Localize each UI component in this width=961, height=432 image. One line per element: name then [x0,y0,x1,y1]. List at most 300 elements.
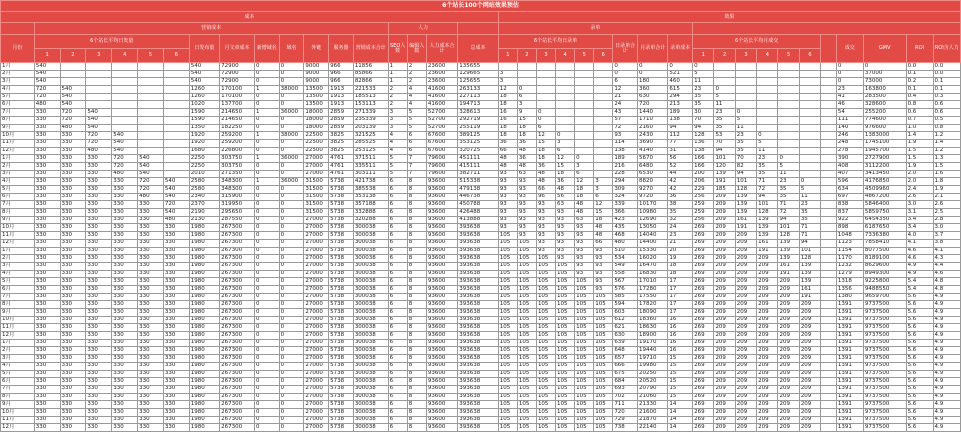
table-cell[interactable]: 0 [836,78,863,86]
table-cell[interactable]: 0 [279,347,304,355]
table-cell[interactable]: 269 [693,347,714,355]
table-cell[interactable]: 330 [163,408,189,416]
table-cell[interactable]: 31500 [304,178,329,186]
table-cell[interactable]: 267300 [220,370,255,378]
table-cell[interactable]: 330 [86,155,112,163]
table-cell[interactable]: 93 [556,255,575,263]
cell-month[interactable]: 6月 [1,285,35,293]
table-cell[interactable]: 105 [517,316,536,324]
table-cell[interactable]: 330 [86,416,112,424]
table-cell[interactable] [757,116,778,124]
table-cell[interactable]: 105 [498,362,517,370]
table-cell[interactable]: 1980 [189,239,219,247]
cell-month[interactable]: 11月 [1,232,35,240]
table-cell[interactable]: 451111 [458,155,498,163]
table-cell[interactable]: 0.0 [906,63,933,71]
cell-month[interactable]: 9月 [1,124,35,132]
table-cell[interactable]: 300038 [353,401,388,409]
table-cell[interactable]: 8 [407,209,426,217]
table-cell[interactable]: 4.9 [933,416,960,424]
table-cell[interactable]: 5738 [329,278,354,286]
table-cell[interactable]: 1391 [836,362,863,370]
table-cell[interactable]: 4.9 [933,355,960,363]
table-cell[interactable]: 0 [279,232,304,240]
table-cell[interactable]: 330 [112,293,138,301]
table-cell[interactable]: 8077500 [863,247,906,255]
table-cell[interactable]: 93600 [426,324,457,332]
table-cell[interactable]: 1260 [189,86,219,94]
table-cell[interactable]: 139 [799,278,820,286]
table-cell[interactable]: 105 [594,393,613,401]
table-cell[interactable]: 294 [613,178,638,186]
table-cell[interactable]: 7 [407,162,426,170]
table-cell[interactable]: 1391 [836,393,863,401]
table-cell[interactable]: 0.2 [906,78,933,86]
table-cell[interactable]: 5.6 [906,393,933,401]
table-cell[interactable]: 8 [407,362,426,370]
table-cell[interactable]: 267300 [220,385,255,393]
table-cell[interactable]: 450788 [458,201,498,209]
table-cell[interactable]: 0 [254,139,279,147]
table-cell[interactable]: 209 [735,332,756,340]
table-cell[interactable]: 1279 [836,270,863,278]
table-cell[interactable]: 267300 [220,309,255,317]
table-cell[interactable]: 300038 [353,339,388,347]
table-cell[interactable]: 18000 [304,124,329,132]
table-cell[interactable]: 6 [594,193,613,201]
table-cell[interactable]: 675 [613,370,638,378]
table-cell[interactable] [778,139,799,147]
table-cell[interactable]: 330 [34,401,60,409]
table-cell[interactable]: 6 [388,247,407,255]
table-cell[interactable]: 182250 [220,124,255,132]
table-cell[interactable]: 283500 [863,93,906,101]
table-cell[interactable]: 0 [279,63,304,71]
table-cell[interactable]: 0 [668,63,693,71]
table-cell[interactable]: 1980 [189,301,219,309]
cell-month[interactable]: 10月 [1,224,35,232]
table-cell[interactable]: 3825 [329,139,354,147]
table-cell[interactable]: 4.9 [933,316,960,324]
table-cell[interactable]: 191 [799,293,820,301]
table-cell[interactable]: 41600 [426,86,457,94]
table-cell[interactable]: 105 [556,270,575,278]
table-cell[interactable]: 105 [517,355,536,363]
table-cell[interactable]: 93 [517,232,536,240]
table-cell[interactable] [799,139,820,147]
table-cell[interactable]: 300038 [353,293,388,301]
cell-month[interactable]: 8月 [1,116,35,124]
table-cell[interactable] [498,63,517,71]
table-cell[interactable]: 209 [757,278,778,286]
table-cell[interactable]: 540 [60,93,86,101]
table-cell[interactable]: 0 [536,116,555,124]
table-cell[interactable]: 9225800 [863,278,906,286]
table-cell[interactable]: 93 [575,232,594,240]
table-cell[interactable]: 105 [575,301,594,309]
table-cell[interactable]: 6 [556,147,575,155]
table-cell[interactable]: 0 [517,86,536,94]
table-cell[interactable]: 9737500 [863,408,906,416]
table-cell[interactable]: 300038 [353,309,388,317]
table-cell[interactable]: 48 [575,201,594,209]
table-cell[interactable]: 93 [594,270,613,278]
table-cell[interactable]: 837 [836,209,863,217]
table-cell[interactable]: 330 [60,147,86,155]
table-cell[interactable]: 35 [714,116,735,124]
table-cell[interactable]: 330 [34,255,60,263]
table-cell[interactable] [757,124,778,132]
table-cell[interactable]: 330 [34,247,60,255]
table-cell[interactable]: 3.4 [906,216,933,224]
table-cell[interactable]: 330 [86,370,112,378]
table-cell[interactable]: 209 [757,424,778,432]
table-cell[interactable]: 300038 [353,332,388,340]
table-cell[interactable]: 0.1 [906,70,933,78]
table-cell[interactable]: 6 [388,262,407,270]
table-cell[interactable]: 330 [86,209,112,217]
table-cell[interactable]: 18 [575,186,594,194]
table-cell[interactable]: 105 [498,416,517,424]
table-cell[interactable]: 93600 [426,408,457,416]
table-cell[interactable]: 3 [594,178,613,186]
table-cell[interactable]: 4.9 [933,385,960,393]
table-cell[interactable]: 15 [556,162,575,170]
table-cell[interactable]: 393638 [458,424,498,432]
table-cell[interactable]: 0 [254,239,279,247]
table-cell[interactable]: 267300 [220,408,255,416]
table-cell[interactable]: 9270 [638,186,668,194]
table-cell[interactable]: 9000 [304,78,329,86]
table-cell[interactable]: 0 [279,101,304,109]
table-cell[interactable]: 180 [638,78,668,86]
table-cell[interactable] [821,339,837,347]
table-cell[interactable]: 139 [735,201,756,209]
cell-month[interactable]: 7月 [1,109,35,117]
table-cell[interactable]: 18 [575,193,594,201]
table-cell[interactable]: 1391 [836,355,863,363]
table-cell[interactable]: 6 [388,424,407,432]
table-cell[interactable]: 330 [163,355,189,363]
table-cell[interactable]: 330 [138,285,164,293]
table-cell[interactable]: 209 [757,339,778,347]
table-cell[interactable]: 209 [778,324,799,332]
table-cell[interactable]: 14 [668,424,693,432]
table-cell[interactable]: 209 [714,416,735,424]
table-cell[interactable]: 339 [613,201,638,209]
table-cell[interactable]: 11 [778,170,799,178]
table-cell[interactable]: 5738 [329,362,354,370]
table-cell[interactable]: 330 [60,355,86,363]
table-cell[interactable]: 6 [517,93,536,101]
table-cell[interactable]: 5738 [329,301,354,309]
table-cell[interactable]: 324 [613,193,638,201]
table-cell[interactable]: 93 [594,255,613,263]
table-cell[interactable]: 9000 [304,63,329,71]
table-cell[interactable]: 4.9 [933,408,960,416]
table-cell[interactable]: 1913 [329,93,354,101]
cell-month[interactable]: 3月 [1,262,35,270]
table-cell[interactable]: 93 [575,262,594,270]
table-cell[interactable]: 4.9 [933,301,960,309]
table-cell[interactable]: 3.4 [906,224,933,232]
table-cell[interactable]: 18 [517,124,536,132]
table-cell[interactable]: 93 [517,216,536,224]
table-cell[interactable]: 330 [163,332,189,340]
table-cell[interactable]: 18 [668,262,693,270]
table-cell[interactable]: 27000 [304,224,329,232]
table-cell[interactable]: 330 [112,247,138,255]
table-cell[interactable]: 330 [112,393,138,401]
table-cell[interactable]: 105 [575,385,594,393]
table-cell[interactable] [163,78,189,86]
table-cell[interactable]: 330 [60,255,86,263]
table-cell[interactable]: 19 [668,255,693,263]
table-cell[interactable] [735,101,756,109]
table-cell[interactable]: 209 [735,362,756,370]
table-cell[interactable]: 630 [613,332,638,340]
table-cell[interactable] [821,201,837,209]
table-cell[interactable]: 0 [279,78,304,86]
table-cell[interactable]: 1980 [189,424,219,432]
cell-month[interactable]: 1月 [1,63,35,71]
table-cell[interactable]: 1391 [836,324,863,332]
table-cell[interactable]: 0 [254,355,279,363]
table-cell[interactable]: 209 [778,408,799,416]
table-cell[interactable]: 41600 [426,101,457,109]
table-cell[interactable]: 1590 [189,116,219,124]
table-cell[interactable]: 227113 [458,93,498,101]
table-cell[interactable]: 15330 [638,247,668,255]
table-cell[interactable]: 330 [60,339,86,347]
table-cell[interactable]: 3112200 [863,162,906,170]
table-cell[interactable]: 0 [254,332,279,340]
table-cell[interactable]: 93600 [426,232,457,240]
table-cell[interactable]: 209 [799,378,820,386]
table-cell[interactable] [536,78,555,86]
table-cell[interactable]: 1154 [836,247,863,255]
cell-month[interactable]: 12月 [1,239,35,247]
table-cell[interactable]: 0 [279,201,304,209]
table-cell[interactable] [163,109,189,117]
table-cell[interactable] [594,155,613,163]
table-cell[interactable]: 0 [254,416,279,424]
table-cell[interactable]: 330 [60,201,86,209]
table-cell[interactable]: 166 [693,162,714,170]
table-cell[interactable]: 390 [836,155,863,163]
table-cell[interactable]: 0 [279,193,304,201]
table-cell[interactable] [138,93,164,101]
table-cell[interactable]: 105 [517,247,536,255]
table-cell[interactable]: 3 [498,78,517,86]
table-cell[interactable]: 105 [594,370,613,378]
table-cell[interactable]: 1.3 [933,155,960,163]
table-cell[interactable]: 105 [575,416,594,424]
table-cell[interactable]: 35 [735,139,756,147]
table-cell[interactable] [821,162,837,170]
table-cell[interactable]: 393638 [458,378,498,386]
table-cell[interactable]: 93 [556,232,575,240]
table-cell[interactable]: 0 [254,193,279,201]
table-cell[interactable]: 594 [613,301,638,309]
table-cell[interactable]: 6 [407,147,426,155]
table-cell[interactable]: 209 [735,285,756,293]
table-cell[interactable]: 269 [693,332,714,340]
table-cell[interactable] [60,78,86,86]
table-cell[interactable]: 295650 [220,209,255,217]
table-cell[interactable]: 105 [517,293,536,301]
cell-month[interactable]: 4月 [1,362,35,370]
table-cell[interactable]: 111 [836,116,863,124]
cell-month[interactable]: 9月 [1,216,35,224]
table-cell[interactable]: 105 [517,324,536,332]
table-cell[interactable]: 0 [254,362,279,370]
table-cell[interactable]: 6 [388,224,407,232]
table-cell[interactable]: 209 [757,370,778,378]
table-cell[interactable]: 0 [254,162,279,170]
table-cell[interactable]: 105 [498,408,517,416]
table-cell[interactable]: 330 [163,270,189,278]
table-cell[interactable] [163,162,189,170]
table-cell[interactable]: 330 [138,332,164,340]
table-cell[interactable]: 3 [388,124,407,132]
table-cell[interactable]: 48 [594,232,613,240]
table-cell[interactable]: 209 [735,255,756,263]
table-cell[interactable] [86,101,112,109]
table-cell[interactable]: 330 [138,270,164,278]
table-cell[interactable] [163,124,189,132]
table-cell[interactable]: 1391 [836,385,863,393]
table-cell[interactable] [163,170,189,178]
table-cell[interactable]: 18 [498,101,517,109]
table-cell[interactable]: 27000 [304,232,329,240]
table-cell[interactable]: 0 [536,109,555,117]
table-cell[interactable]: 330 [138,324,164,332]
table-cell[interactable]: 71 [799,232,820,240]
table-cell[interactable]: 5846400 [863,201,906,209]
table-cell[interactable]: 5738 [329,262,354,270]
table-cell[interactable]: 540 [60,101,86,109]
table-cell[interactable]: 6 [388,309,407,317]
table-cell[interactable]: 161 [735,216,756,224]
table-cell[interactable]: 2 [407,63,426,71]
table-cell[interactable] [821,270,837,278]
table-cell[interactable] [821,370,837,378]
table-cell[interactable]: 6 [388,385,407,393]
table-cell[interactable]: 19710 [638,355,668,363]
table-cell[interactable]: 246 [836,132,863,140]
table-cell[interactable]: 27000 [304,162,329,170]
table-cell[interactable]: 31500 [304,186,329,194]
table-cell[interactable]: 105 [517,270,536,278]
table-cell[interactable]: 480 [163,216,189,224]
table-cell[interactable]: 209 [778,309,799,317]
table-cell[interactable]: 12690 [638,216,668,224]
table-cell[interactable]: 4 [388,139,407,147]
table-cell[interactable]: 393638 [458,224,498,232]
table-cell[interactable] [757,70,778,78]
table-cell[interactable]: 300038 [353,301,388,309]
table-cell[interactable]: 105 [556,285,575,293]
table-cell[interactable]: 105 [536,401,555,409]
table-cell[interactable]: 101 [735,178,756,186]
table-cell[interactable]: 209 [757,408,778,416]
table-cell[interactable]: 209 [778,332,799,340]
table-cell[interactable]: 330 [34,116,60,124]
table-cell[interactable]: 256 [693,193,714,201]
table-cell[interactable]: 42 [668,186,693,194]
table-cell[interactable]: 300038 [353,355,388,363]
table-cell[interactable]: 209 [735,239,756,247]
table-cell[interactable] [594,86,613,94]
table-cell[interactable]: 209 [778,293,799,301]
table-cell[interactable]: 79600 [426,155,457,163]
table-cell[interactable]: 15 [594,209,613,217]
table-cell[interactable]: 31500 [304,209,329,217]
table-cell[interactable]: 330 [34,109,60,117]
table-cell[interactable]: 615 [668,86,693,94]
table-cell[interactable]: 15 [668,378,693,386]
table-cell[interactable]: 480 [138,193,164,201]
table-cell[interactable]: 287550 [220,216,255,224]
table-cell[interactable]: 85866 [353,70,388,78]
table-cell[interactable]: 315900 [220,193,255,201]
table-cell[interactable]: 15 [668,370,693,378]
table-cell[interactable]: 105 [517,424,536,432]
table-cell[interactable]: 303750 [220,162,255,170]
table-cell[interactable]: 129665 [458,70,498,78]
table-cell[interactable]: 1980 [189,355,219,363]
table-cell[interactable]: 9737500 [863,370,906,378]
cell-month[interactable]: 6月 [1,101,35,109]
table-cell[interactable]: 8 [407,293,426,301]
table-cell[interactable]: 21 [668,239,693,247]
table-cell[interactable]: 11856 [353,63,388,71]
table-cell[interactable]: 267300 [220,232,255,240]
table-cell[interactable]: 105 [517,255,536,263]
table-cell[interactable]: 6 [388,347,407,355]
table-cell[interactable]: 105 [556,339,575,347]
table-cell[interactable]: 1.2 [933,147,960,155]
table-cell[interactable]: 330 [163,424,189,432]
table-cell[interactable] [778,93,799,101]
table-cell[interactable]: 209 [714,255,735,263]
table-cell[interactable]: 8 [407,255,426,263]
table-cell[interactable]: 330 [112,224,138,232]
table-cell[interactable]: 38000 [279,86,304,94]
table-cell[interactable]: 23 [714,109,735,117]
table-cell[interactable]: 48 [498,162,517,170]
table-cell[interactable]: 330 [138,255,164,263]
table-cell[interactable]: 13500 [304,86,329,94]
table-cell[interactable]: 21060 [638,393,668,401]
table-cell[interactable]: 1980 [189,347,219,355]
table-cell[interactable]: 269 [693,278,714,286]
table-cell[interactable] [60,70,86,78]
table-cell[interactable]: 105 [575,424,594,432]
table-cell[interactable]: 18 [536,147,555,155]
table-cell[interactable] [594,93,613,101]
table-cell[interactable]: 48 [536,178,555,186]
table-cell[interactable]: 209 [757,416,778,424]
table-cell[interactable]: 8 [407,385,426,393]
table-cell[interactable]: 0 [279,209,304,217]
table-cell[interactable] [594,70,613,78]
table-cell[interactable]: 105 [517,262,536,270]
table-cell[interactable]: 6 [388,193,407,201]
table-cell[interactable]: 300038 [353,262,388,270]
table-cell[interactable]: 5.6 [906,347,933,355]
